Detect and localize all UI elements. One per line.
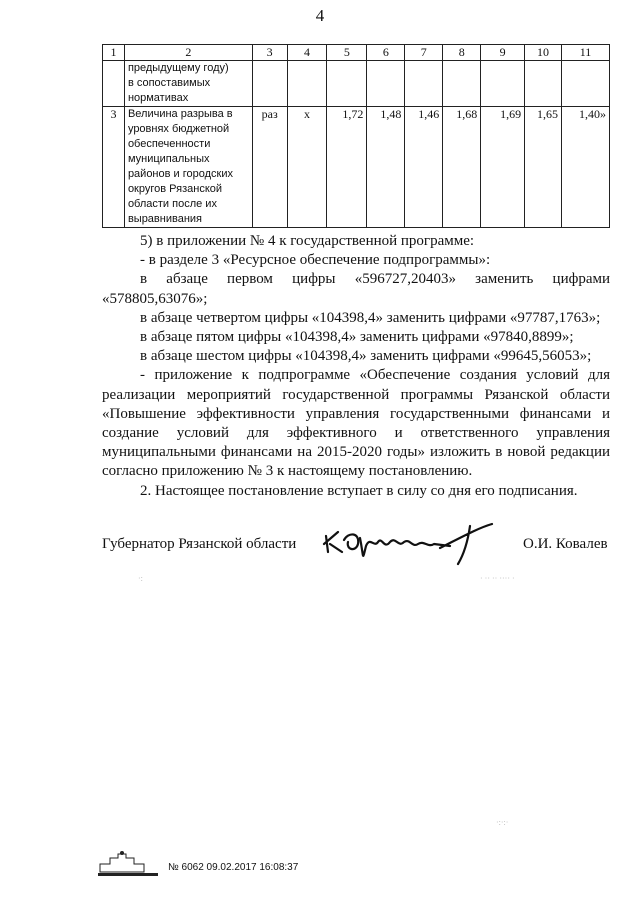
page-number: 4 xyxy=(315,6,325,25)
table-header-cell: 2 xyxy=(124,45,252,61)
table-header-cell: 6 xyxy=(367,45,405,61)
value-cell: 1,72 xyxy=(327,107,367,228)
paragraph: в абзаце четвертом цифры «104398,4» заменить цифрами «97787,1763»; xyxy=(140,309,601,326)
signatory-position: Губернатор Рязанской области xyxy=(102,536,297,552)
table-header-cell: 7 xyxy=(405,45,443,61)
paragraph: 2. Настоящее постановление вступает в силу со дня его подписания. xyxy=(140,482,578,499)
paragraph: в абзаце пятом цифры «104398,4» заменить цифрами «97840,8899»; xyxy=(140,329,574,346)
data-table xyxy=(102,44,610,228)
printer-logo xyxy=(96,850,162,878)
row-number: 3 xyxy=(103,107,125,228)
table-row xyxy=(103,107,610,228)
document-body xyxy=(102,232,610,501)
scan-noise: ·: xyxy=(138,574,143,583)
unit-cell: раз xyxy=(252,107,287,228)
cell-line: нормативах xyxy=(127,92,189,104)
cell-line: уровнях бюджетной xyxy=(127,123,230,135)
handwritten-signature xyxy=(320,518,500,566)
value-cell: 1,40» xyxy=(562,107,610,228)
value-cell: 1,48 xyxy=(367,107,405,228)
cell-line: обеспеченности xyxy=(127,138,211,150)
table-header-cell: 8 xyxy=(443,45,481,61)
paragraph: в абзаце шестом цифры «104398,4» заменить цифрами «99645,56053»; xyxy=(140,348,592,365)
value-cell: 1,46 xyxy=(405,107,443,228)
value-cell: 1,68 xyxy=(443,107,481,228)
table-header-cell: 11 xyxy=(562,45,610,61)
parameter-cell xyxy=(124,107,252,228)
paragraph: - в разделе 3 «Ресурсное обеспечение подпрограммы»: xyxy=(140,252,491,269)
cell-line: Величина разрыва в xyxy=(127,108,233,120)
document-registration-number: № 6062 09.02.2017 16:08:37 xyxy=(168,862,299,873)
paragraph: 5) в приложении № 4 к государственной программе: xyxy=(140,233,475,249)
table-header-cell: 4 xyxy=(287,45,327,61)
parameter-cell xyxy=(124,61,252,107)
paragraph: в абзаце первом цифры «596727,20403» заменить цифрами «578805,63076»; xyxy=(102,271,610,307)
base-cell: х xyxy=(287,107,327,228)
value-cell: 1,69 xyxy=(481,107,525,228)
cell-line: области после их xyxy=(127,198,217,210)
cell-line: выравнивания xyxy=(127,213,202,225)
cell-line: в сопоставимых xyxy=(127,77,211,89)
cell-line: округов Рязанской xyxy=(127,183,223,195)
table-header-cell: 1 xyxy=(103,45,125,61)
cell-line: предыдущему году) xyxy=(127,62,229,74)
table-header-cell: 5 xyxy=(327,45,367,61)
table-header-cell: 10 xyxy=(525,45,562,61)
table-row xyxy=(103,61,610,107)
cell-line: муниципальных xyxy=(127,153,210,165)
scan-noise: ·:·:· xyxy=(496,818,509,827)
paragraph: - приложение к подпрограмме «Обеспечение создания условий для реализации мероприятий государственной программы Рязанской области «Повышение эффективности управления государственными финансами и создание условий для эффективного и ответственного управления муниципальными финансами на 2015-2020 годы» изложить в новой редакции согласно приложению № 3 к настоящему постановлению. xyxy=(102,367,610,480)
scan-noise: · ·· ·· ···· · xyxy=(480,574,515,583)
table-header-cell: 3 xyxy=(252,45,287,61)
table-header-cell: 9 xyxy=(481,45,525,61)
table-header-row xyxy=(103,45,610,61)
cell-line: районов и городских xyxy=(127,168,233,180)
value-cell: 1,65 xyxy=(525,107,562,228)
signatory-name: О.И. Ковалев xyxy=(523,536,608,552)
